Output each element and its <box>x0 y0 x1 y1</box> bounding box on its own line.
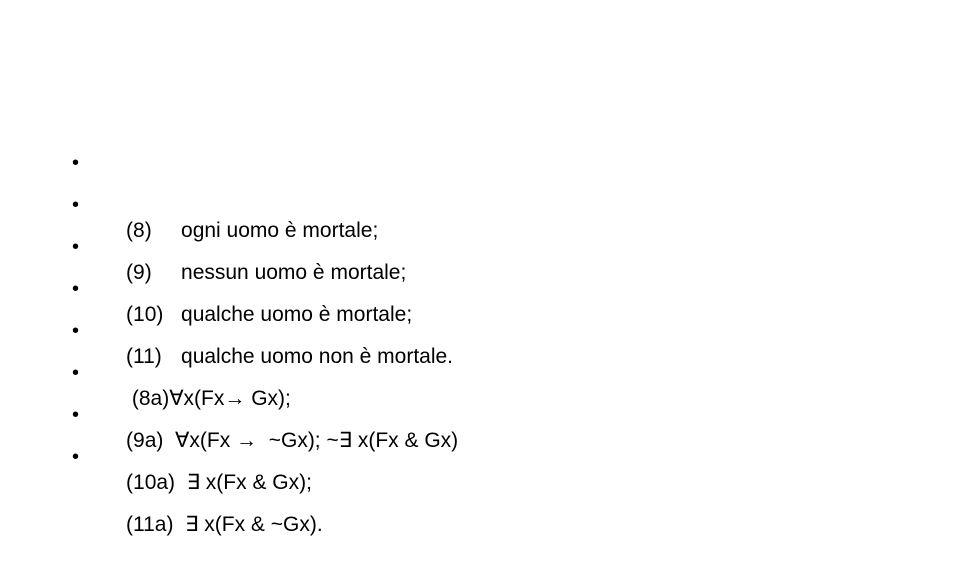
bullet-list <box>72 146 459 536</box>
list-item <box>72 146 458 242</box>
item-label: (11) <box>126 345 162 368</box>
formula-text: (11a) ∃ x(Fx & ~Gx). <box>126 513 323 536</box>
item-label: (8) <box>126 219 152 242</box>
item-label: (9) <box>126 261 152 284</box>
bullet-icon: • <box>72 446 80 468</box>
item-text: qualche uomo è mortale; <box>181 303 413 326</box>
item-text: nessun uomo è mortale; <box>181 261 407 284</box>
item-text: qualche uomo non è mortale. <box>181 345 454 368</box>
formula-text: (9a) ∀x(Fx → ~Gx); ~∃ x(Fx & Gx) <box>126 429 459 452</box>
bullet-icon: • <box>72 404 80 426</box>
formula-text: (10a) ∃ x(Fx & Gx); <box>126 471 312 494</box>
bullet-icon: • <box>72 194 80 216</box>
bullet-icon: • <box>72 320 80 342</box>
formula-text: (8a)∀x(Fx→ Gx); <box>126 387 291 410</box>
bullet-icon: • <box>72 152 80 174</box>
bullet-icon: • <box>72 236 80 258</box>
item-label: (10) <box>126 303 164 326</box>
bullet-icon: • <box>72 278 80 300</box>
bullet-icon: • <box>72 362 80 384</box>
item-text: ogni uomo è mortale; <box>181 219 379 242</box>
